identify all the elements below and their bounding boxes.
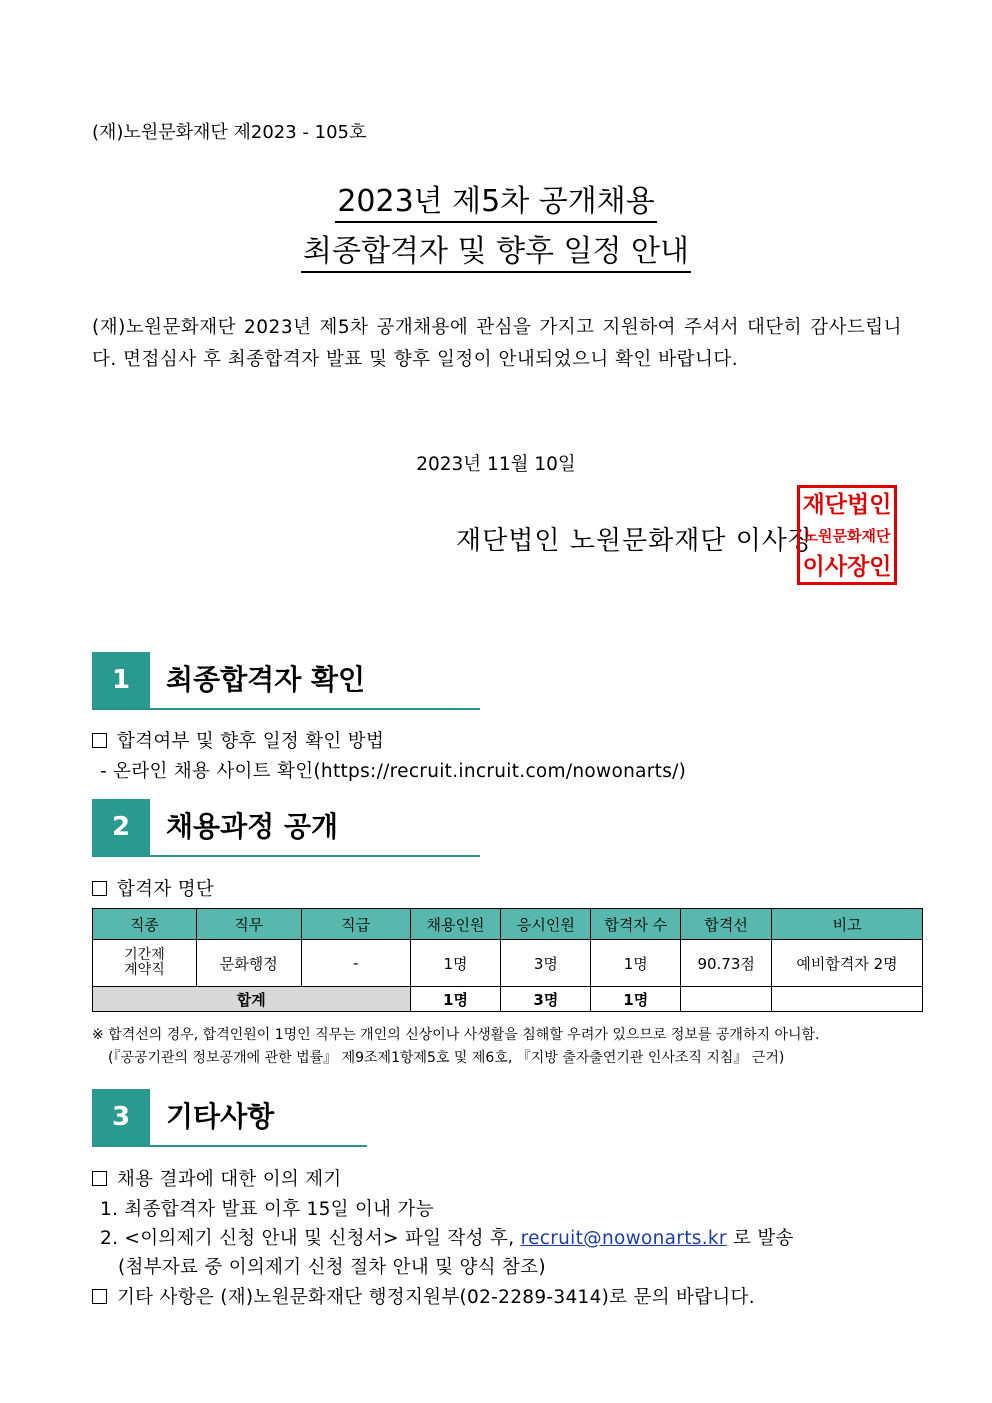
checkbox-square-icon <box>92 881 107 896</box>
section-title: 기타사항 <box>166 1100 275 1133</box>
section-1-header <box>92 652 480 710</box>
table-header-cell: 합격자 수 <box>591 909 681 940</box>
checkbox-square-icon <box>92 1171 107 1186</box>
section-title: 채용과정 공개 <box>166 810 339 843</box>
table-cell: 3명 <box>501 940 591 987</box>
list-item: 합격자 명단 <box>92 875 214 901</box>
table-header-cell: 합격선 <box>681 909 772 940</box>
table-row <box>93 940 923 987</box>
table-total-row <box>93 987 923 1012</box>
table-cell <box>772 987 923 1012</box>
section-number: 1 <box>92 652 150 708</box>
table-cell: 90.73점 <box>681 940 772 987</box>
table-header-cell: 비고 <box>772 909 923 940</box>
table-cell <box>681 987 772 1012</box>
document-number: (재)노원문화재단 제2023 - 105호 <box>92 122 367 143</box>
table-note: ※ 합격선의 경우, 합격인원이 1명인 직무는 개인의 신상이나 사생활을 침해할 우려가 있으므로 정보를 공개하지 아니함. <box>92 1027 820 1043</box>
table-header-cell: 직종 <box>93 909 197 940</box>
page-title-line1: 2023년 제5차 공개채용 <box>0 176 992 220</box>
table-header-cell: 직무 <box>196 909 301 940</box>
passer-table <box>92 908 923 1012</box>
organization-name: 재단법인 노원문화재단 이사장 <box>456 526 815 556</box>
table-cell: 1명 <box>410 987 501 1012</box>
table-header-cell: 채용인원 <box>410 909 501 940</box>
section-title: 최종합격자 확인 <box>166 663 366 696</box>
checkbox-square-icon <box>92 1289 107 1304</box>
list-subitem: (첨부자료 중 이의제기 신청 절차 안내 및 양식 참조) <box>118 1257 546 1278</box>
list-subitem: 2. <이의제기 신청 안내 및 신청서> 파일 작성 후, recruit@nowonarts.kr 로 발송 <box>100 1228 794 1249</box>
intro-paragraph: (재)노원문화재단 2023년 제5차 공개채용에 관심을 가지고 지원하여 주셔서 대단히 감사드립니다. 면접심사 후 최종합격자 발표 및 향후 일정이 안내되었으니 확인 바랍니다. <box>92 317 902 370</box>
list-item: 채용 결과에 대한 이의 제기 <box>92 1165 342 1191</box>
list-item: 합격여부 및 향후 일정 확인 방법 <box>92 727 384 753</box>
table-cell: 3명 <box>501 987 591 1012</box>
table-header-row <box>93 909 923 940</box>
section-number: 2 <box>92 799 150 855</box>
list-subitem: 1. 최종합격자 발표 이후 15일 이내 가능 <box>100 1199 434 1220</box>
table-cell: 1명 <box>591 940 681 987</box>
issue-date: 2023년 11월 10일 <box>416 454 576 475</box>
list-item: 기타 사항은 (재)노원문화재단 행정지원부(02-2289-3414)로 문의 바랍니다. <box>92 1283 755 1309</box>
list-subitem: - 온라인 채용 사이트 확인(https://recruit.incruit.com/nowonarts/) <box>100 761 687 782</box>
table-header-cell: 응시인원 <box>501 909 591 940</box>
table-cell: - <box>301 940 410 987</box>
table-cell: 예비합격자 2명 <box>772 940 923 987</box>
checkbox-square-icon <box>92 733 107 748</box>
table-cell: 문화행정 <box>196 940 301 987</box>
table-cell-total-label: 합계 <box>93 987 411 1012</box>
table-note-legal: (『공공기관의 정보공개에 관한 법률』 제9조제1항제5호 및 제6호, 『지방 출자출연기관 인사조직 지침』 근거) <box>108 1050 785 1066</box>
table-cell-job-type: 기간제 계약직 <box>93 940 197 987</box>
official-seal: 재단법인 노원문화재단 이사장인 <box>797 485 897 585</box>
table-cell: 1명 <box>591 987 681 1012</box>
table-cell: 1명 <box>410 940 501 987</box>
table-header-cell: 직급 <box>301 909 410 940</box>
section-3-header <box>92 1089 367 1147</box>
page-title-line2: 최종합격자 및 향후 일정 안내 <box>0 226 992 270</box>
section-2-header <box>92 799 480 857</box>
email-link[interactable]: recruit@nowonarts.kr <box>520 1228 727 1249</box>
section-number: 3 <box>92 1089 150 1145</box>
